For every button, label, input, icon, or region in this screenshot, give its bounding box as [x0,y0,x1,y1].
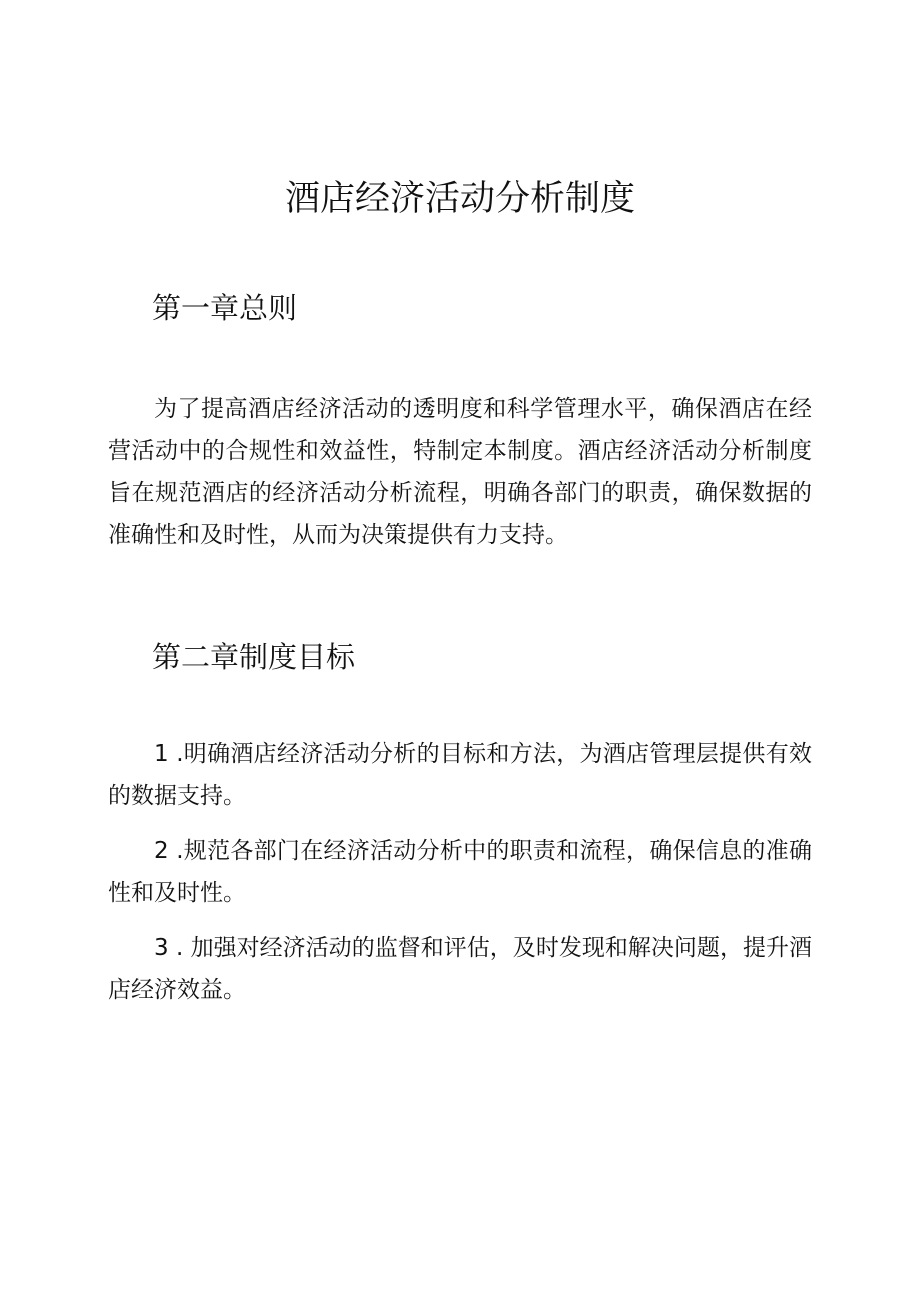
chapter-2-heading: 第二章制度目标 [152,640,356,674]
chapter-1-paragraph: 为了提高酒店经济活动的透明度和科学管理水平，确保酒店在经营活动中的合规性和效益性，特制定本制度。酒店经济活动分析制度旨在规范酒店的经济活动分析流程，明确各部门的职责，确保数据的准确性和及时性，从而为决策提供有力支持。 [108,396,812,548]
objective-item-2: 2 .规范各部门在经济活动分析中的职责和流程，确保信息的准确性和及时性。 [108,838,812,906]
objective-item-3: 3 . 加强对经济活动的监督和评估，及时发现和解决问题，提升酒店经济效益。 [108,935,812,1003]
document-title: 酒店经济活动分析制度 [284,179,635,219]
objective-item-1: 1 .明确酒店经济活动分析的目标和方法，为酒店管理层提供有效的数据支持。 [108,741,812,809]
chapter-1-heading: 第一章总则 [152,291,298,325]
